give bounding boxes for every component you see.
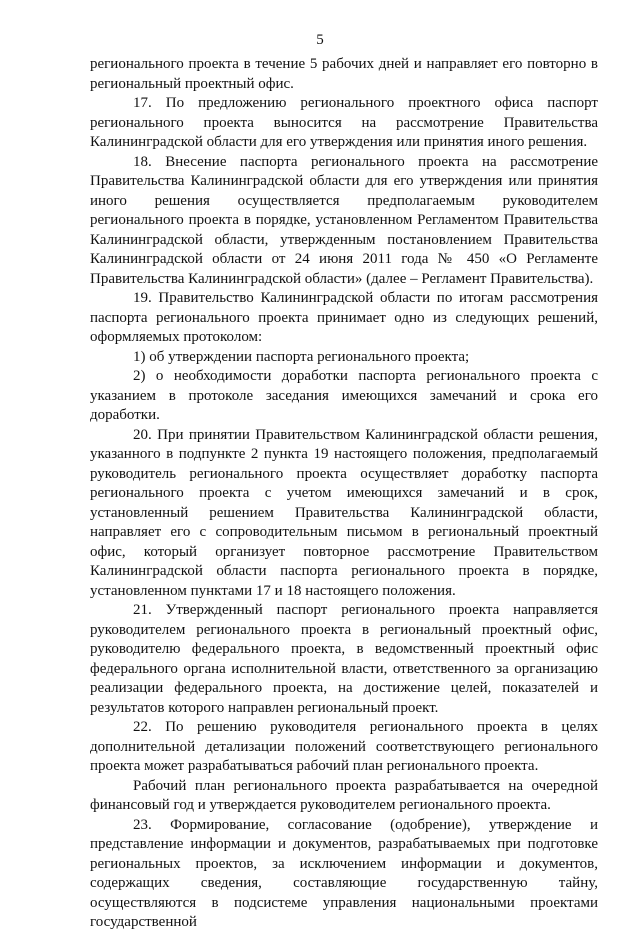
page-number: 5: [316, 32, 324, 48]
paragraph: 2) о необходимости доработки паспорта регионального проекта с указанием в протоколе заседания имеющихся замечаний и срока его доработки.: [90, 368, 598, 423]
paragraph: 1) об утверждении паспорта регионального проекта;: [133, 348, 470, 365]
paragraph: 21. Утвержденный паспорт регионального проекта направляется руководителем регионального проекта в региональный проектный офис, руководителю федерального проекта, в ведомственный проектный офис федерального органа исполнительной власти, ответственного за организацию реализации федерального проекта, на достижение целей, показателей и результатов которого направлен региональный проект.: [90, 602, 598, 716]
document-body: [90, 55, 598, 933]
paragraph: регионального проекта в течение 5 рабочих дней и направляет его повторно в региональный проектный офис.: [90, 56, 598, 92]
paragraph: 17. По предложению регионального проектного офиса паспорт регионального проекта выносится на рассмотрение Правительства Калининградской области для его утверждения или принятия иного решения.: [90, 95, 598, 150]
paragraph: 20. При принятии Правительством Калининградской области решения, указанного в подпункте 2 пункта 19 настоящего положения, предполагаемый руководитель регионального проекта осуществляет доработку паспорта регионального проекта с учетом имеющихся замечаний и в срок, установленный решением Правительства Калининградской области, направляет его с сопроводительным письмом в региональный проектный офис, который организует повторное рассмотрение Правительством Калининградской области паспорта регионального проекта в порядке, установленном пунктами 17 и 18 настоящего положения.: [90, 426, 598, 599]
paragraph: 18. Внесение паспорта регионального проекта на рассмотрение Правительства Калининградской области для его утверждения или принятия иного решения осуществляется предполагаемым руководителем регионального проекта в порядке, установленном Регламентом Правительства Калининградской области, утвержденным постановлением Правительства Калининградской области от 24 июня 2011 года № 450 «О Регламенте Правительства Калининградской области» (далее – Регламент Правительства).: [90, 153, 598, 287]
paragraph: 19. Правительство Калининградской области по итогам рассмотрения паспорта регионального проекта принимает одно из следующих решений, оформляемых протоколом:: [90, 290, 598, 345]
paragraph: 23. Формирование, согласование (одобрение), утверждение и представление информации и документов, разрабатываемых при подготовке региональных проектов, за исключением информации и документов, содержащих сведения, составляющие государственную тайну, осуществляются в подсистеме управления национальными проектами государственной: [90, 816, 598, 930]
paragraph: 22. По решению руководителя регионального проекта в целях дополнительной детализации положений соответствующего регионального проекта может разрабатываться рабочий план регионального проекта.: [90, 719, 598, 774]
paragraph: Рабочий план регионального проекта разрабатывается на очередной финансовый год и утверждается руководителем регионального проекта.: [90, 777, 598, 813]
